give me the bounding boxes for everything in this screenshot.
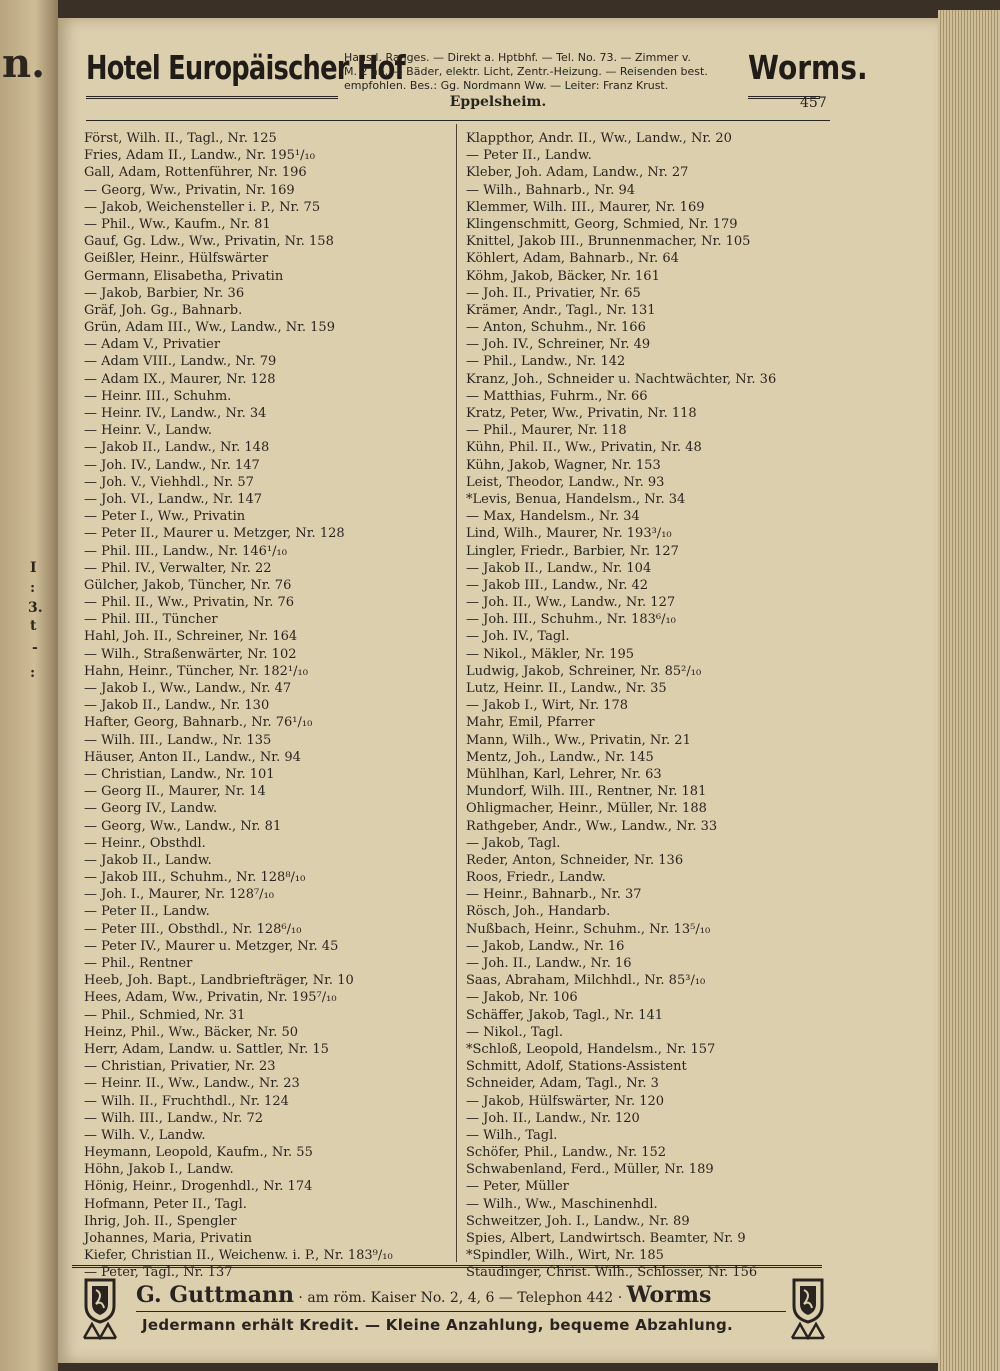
directory-entry: Ihrig, Joh. II., Spengler [84,1213,237,1229]
directory-entry: Geißler, Heinr., Hülfswärter [84,251,269,267]
directory-entry: Häuser, Anton II., Landw., Nr. 94 [84,749,301,765]
directory-entry: — Georg, Ww., Landw., Nr. 81 [84,818,282,834]
directory-entry: Köhm, Jakob, Bäcker, Nr. 161 [466,268,660,284]
directory-entry: Gräf, Joh. Gg., Bahnarb. [84,302,243,318]
directory-entry: — Peter III., Obsthdl., Nr. 128⁶/₁₀ [84,921,302,937]
hotel-info-line: Haus I. Ranges. — Direkt a. Hptbhf. — Tel. No. 73. — Zimmer v. [344,51,691,64]
directory-entry: Mahr, Emil, Pfarrer [466,715,595,731]
directory-entry: — Phil. III., Landw., Nr. 146¹/₁₀ [84,543,287,559]
directory-entry: Roos, Friedr., Landw. [466,870,606,886]
directory-entry: — Phil., Ww., Kaufm., Nr. 81 [84,216,271,232]
directory-entry: — Christian, Landw., Nr. 101 [84,766,275,782]
directory-entry: — Max, Handelsm., Nr. 34 [466,509,640,525]
directory-entry: — Joh. III., Schuhm., Nr. 183⁶/₁₀ [466,612,676,628]
prev-page-fragment: 3. [28,600,43,616]
directory-entry: Klingenschmitt, Georg, Schmied, Nr. 179 [466,216,738,232]
directory-entry: Spies, Albert, Landwirtsch. Beamter, Nr. 9 [466,1231,746,1246]
directory-entry: — Phil., Landw., Nr. 142 [466,354,626,370]
directory-entry: — Georg II., Maurer, Nr. 14 [84,784,266,800]
directory-entry: — Adam IX., Maurer, Nr. 128 [84,371,276,387]
directory-entry: Kühn, Jakob, Wagner, Nr. 153 [466,457,661,473]
directory-entry: — Wilh. III., Landw., Nr. 135 [84,732,272,748]
directory-entry: — Wilh., Tagl. [466,1127,558,1143]
directory-entry: — Matthias, Fuhrm., Nr. 66 [466,388,648,404]
directory-entry: Mühlhan, Karl, Lehrer, Nr. 63 [466,766,662,782]
advertisement [72,1265,822,1348]
directory-entry: — Peter II., Landw. [84,904,210,920]
directory-entry: — Phil. IV., Verwalter, Nr. 22 [84,560,272,576]
ad-divider [136,1311,786,1312]
shield-emblem-icon [82,1278,118,1340]
directory-entry: — Jakob I., Wirt, Nr. 178 [466,698,629,714]
directory-entry: — Joh. II., Privatier, Nr. 65 [466,285,641,301]
directory-entry: Heymann, Leopold, Kaufm., Nr. 55 [84,1145,313,1161]
prev-page-fragment: - [32,640,38,656]
directory-entry: Hahl, Joh. II., Schreiner, Nr. 164 [84,629,298,645]
prev-page-fragment: t [30,618,37,634]
directory-entry: — Wilh. III., Landw., Nr. 72 [84,1110,264,1126]
directory-entry: — Phil., Schmied, Nr. 31 [84,1007,246,1023]
directory-entry: Krämer, Andr., Tagl., Nr. 131 [466,302,656,318]
directory-entry: Först, Wilh. II., Tagl., Nr. 125 [84,131,277,146]
directory-entry: Knittel, Jakob III., Brunnenmacher, Nr. 105 [466,234,751,250]
directory-entry: — Georg, Ww., Privatin, Nr. 169 [84,182,295,198]
directory-entry: — Adam V., Privatier [84,337,221,353]
directory-entry: — Jakob I., Ww., Landw., Nr. 47 [84,681,292,696]
directory-entry: — Jakob, Hülfswärter, Nr. 120 [466,1093,665,1109]
directory-entry: — Heinr. V., Landw. [84,423,213,439]
directory-entry: — Jakob II., Landw., Nr. 130 [84,698,270,714]
directory-entry: — Phil. III., Tüncher [84,612,218,628]
directory-entry: — Heinr. III., Schuhm. [84,388,232,404]
directory-entry: — Phil., Rentner [84,956,193,971]
directory-entry: — Joh. IV., Tagl. [466,629,570,645]
directory-entry: — Wilh. II., Fruchthdl., Nr. 124 [84,1093,289,1109]
directory-entry: Kranz, Joh., Schneider u. Nachtwächter, Nr. 36 [466,371,777,387]
header-city: Worms. [748,48,868,87]
directory-entry: — Jakob, Landw., Nr. 16 [466,938,625,954]
hotel-info [344,51,744,93]
directory-entry: Mentz, Joh., Landw., Nr. 145 [466,749,654,765]
directory-entry: — Anton, Schuhm., Nr. 166 [466,320,646,336]
directory-entry: Ohligmacher, Heinr., Müller, Nr. 188 [466,801,707,817]
directory-entry: Mann, Wilh., Ww., Privatin, Nr. 21 [466,732,691,748]
directory-entry: — Jakob, Nr. 106 [466,990,578,1006]
hotel-name: Hotel Europäischer Hof [86,48,405,87]
directory-entry: — Joh. V., Viehhdl., Nr. 57 [84,474,254,490]
directory-entry: Schwabenland, Ferd., Müller, Nr. 189 [466,1162,714,1178]
directory-entry: Gall, Adam, Rottenführer, Nr. 196 [84,165,307,181]
directory-entry: — Heinr., Bahnarb., Nr. 37 [466,887,642,903]
directory-entry: *Levis, Benua, Handelsm., Nr. 34 [466,491,686,507]
left-column [84,130,454,1282]
directory-entry: Ludwig, Jakob, Schreiner, Nr. 85²/₁₀ [466,663,702,679]
directory-entry: — Jakob II., Landw., Nr. 148 [84,440,270,456]
directory-entry: Höhn, Jakob I., Landw. [84,1162,234,1178]
directory-entry: Gauf, Gg. Ldw., Ww., Privatin, Nr. 158 [84,234,334,250]
right-column [466,130,836,1282]
directory-entry: — Jakob, Weichensteller i. P., Nr. 75 [84,199,321,215]
directory-entry: Mundorf, Wilh. III., Rentner, Nr. 181 [466,784,707,800]
directory-entry: Schöfer, Phil., Landw., Nr. 152 [466,1145,667,1161]
place-heading: Eppelsheim. [449,94,547,110]
directory-entry: Schäffer, Jakob, Tagl., Nr. 141 [466,1007,664,1023]
directory-entry: Saas, Abraham, Milchhdl., Nr. 85³/₁₀ [466,973,706,989]
ad-address: am röm. Kaiser No. 2, 4, 6 — Telephon 442 [307,1290,614,1306]
directory-entry: Leist, Theodor, Landw., Nr. 93 [466,474,665,490]
directory-entry: — Peter IV., Maurer u. Metzger, Nr. 45 [84,938,339,954]
page-stack-edge [938,10,1000,1371]
directory-entry: — Joh. II., Landw., Nr. 16 [466,956,632,971]
directory-entry: — Christian, Privatier, Nr. 23 [84,1059,276,1075]
directory-entry: Hofmann, Peter II., Tagl. [84,1196,247,1212]
prev-page-fragment: I [30,560,37,576]
directory-entry: — Jakob, Tagl. [466,835,561,851]
column-divider [456,124,457,1262]
directory-entry: Heeb, Joh. Bapt., Landbriefträger, Nr. 10 [84,973,354,989]
directory-entry: Schmitt, Adolf, Stations-Assistent [466,1059,687,1075]
hotel-info-line: M. 2 an. — Bäder, elektr. Licht, Zentr.-Heizung. — Reisenden best. [344,65,708,78]
directory-entry: Schweitzer, Joh. I., Landw., Nr. 89 [466,1213,690,1229]
directory-entry: Kratz, Peter, Ww., Privatin, Nr. 118 [466,406,697,421]
prev-page-fragment: : [30,580,36,596]
page-number: 457 [800,95,827,111]
directory-entry: — Joh. IV., Schreiner, Nr. 49 [466,337,651,353]
directory-entry: — Wilh., Ww., Maschinenhdl. [466,1196,658,1212]
directory-entry: Hafter, Georg, Bahnarb., Nr. 76¹/₁₀ [84,715,313,731]
directory-page [58,18,938,1363]
directory-entry: Lind, Wilh., Maurer, Nr. 193³/₁₀ [466,526,672,542]
directory-entry: — Heinr., Obsthdl. [84,835,206,851]
directory-entry: Schneider, Adam, Tagl., Nr. 3 [466,1076,659,1092]
directory-entry: — Peter I., Ww., Privatin [84,509,246,525]
ad-slogan: Jedermann erhält Kredit. — Kleine Anzahlung, bequeme Abzahlung. [142,1316,734,1334]
directory-entry: — Jakob III., Landw., Nr. 42 [466,577,649,593]
previous-page-edge [0,0,58,1371]
directory-entry: Hahn, Heinr., Tüncher, Nr. 182¹/₁₀ [84,663,308,679]
directory-entry: Heinz, Phil., Ww., Bäcker, Nr. 50 [84,1024,299,1040]
directory-entry: — Peter, Tagl., Nr. 137 [84,1265,233,1281]
directory-entry: *Spindler, Wilh., Wirt, Nr. 185 [466,1248,664,1264]
directory-entry: — Jakob II., Landw. [84,852,212,868]
prev-page-fragment: n. [2,40,46,87]
directory-entry: Fries, Adam II., Landw., Nr. 195¹/₁₀ [84,148,315,164]
directory-entry: Lingler, Friedr., Barbier, Nr. 127 [466,543,679,559]
directory-entry: Kiefer, Christian II., Weichenw. i. P., Nr. 183⁹/₁₀ [84,1248,393,1264]
directory-entry: Johannes, Maria, Privatin [84,1231,252,1246]
ad-city: Worms [626,1282,712,1308]
directory-entry: Kleber, Joh. Adam, Landw., Nr. 27 [466,165,689,181]
directory-entry: — Jakob, Barbier, Nr. 36 [84,285,245,301]
directory-entry: Köhlert, Adam, Bahnarb., Nr. 64 [466,251,679,267]
directory-entry: — Peter, Müller [466,1179,569,1195]
directory-entry: — Adam VIII., Landw., Nr. 79 [84,354,277,370]
directory-entry: Rathgeber, Andr., Ww., Landw., Nr. 33 [466,818,718,834]
directory-entry: Hönig, Heinr., Drogenhdl., Nr. 174 [84,1179,313,1195]
directory-entry: Germann, Elisabetha, Privatin [84,268,284,284]
directory-entry: — Joh. II., Landw., Nr. 120 [466,1110,640,1126]
directory-entry: Klemmer, Wilh. III., Maurer, Nr. 169 [466,199,705,215]
directory-entry: Lutz, Heinr. II., Landw., Nr. 35 [466,681,667,696]
directory-entry: — Joh. VI., Landw., Nr. 147 [84,491,263,507]
directory-entry: — Heinr. IV., Landw., Nr. 34 [84,406,267,421]
shield-emblem-icon [790,1278,826,1340]
directory-entry: — Joh. II., Ww., Landw., Nr. 127 [466,595,676,611]
directory-entry: — Peter II., Maurer u. Metzger, Nr. 128 [84,526,345,542]
directory-entry: — Nikol., Tagl. [466,1024,563,1040]
ad-brand: G. Guttmann [136,1282,294,1308]
directory-entry: *Schloß, Leopold, Handelsm., Nr. 157 [466,1041,716,1057]
directory-entry: — Heinr. II., Ww., Landw., Nr. 23 [84,1076,300,1092]
prev-page-fragment: : [30,665,36,681]
directory-entry: — Wilh., Bahnarb., Nr. 94 [466,182,636,198]
directory-entry: Reder, Anton, Schneider, Nr. 136 [466,852,684,868]
directory-entry: Staudinger, Christ. Wilh., Schlosser, Nr. 156 [466,1265,758,1281]
directory-entry: — Joh. I., Maurer, Nr. 128⁷/₁₀ [84,887,274,903]
directory-entry: Hees, Adam, Ww., Privatin, Nr. 195⁷/₁₀ [84,990,337,1006]
directory-entry: Herr, Adam, Landw. u. Sattler, Nr. 15 [84,1041,329,1057]
directory-entry: Klappthor, Andr. II., Ww., Landw., Nr. 20 [466,131,732,146]
directory-entry: — Phil., Maurer, Nr. 118 [466,423,627,439]
directory-entry: Gülcher, Jakob, Tüncher, Nr. 76 [84,577,292,593]
directory-entry: Rösch, Joh., Handarb. [466,904,611,920]
hotel-info-line: empfohlen. Bes.: Gg. Nordmann Ww. — Leiter: Franz Krust. [344,79,669,92]
directory-entry: — Nikol., Mäkler, Nr. 195 [466,646,635,662]
directory-entry: — Phil. II., Ww., Privatin, Nr. 76 [84,595,295,611]
directory-entry: — Peter II., Landw. [466,148,592,164]
directory-entry: Grün, Adam III., Ww., Landw., Nr. 159 [84,320,335,336]
directory-entry: — Jakob II., Landw., Nr. 104 [466,560,652,576]
directory-entry: — Joh. IV., Landw., Nr. 147 [84,457,260,473]
directory-entry: — Wilh. V., Landw. [84,1127,206,1143]
directory-entry: — Wilh., Straßenwärter, Nr. 102 [84,646,297,662]
directory-entry: — Jakob III., Schuhm., Nr. 128⁸/₁₀ [84,870,306,886]
ad-headline: G. Guttmann · am röm. Kaiser No. 2, 4, 6 — Telephon 442 · Worms [136,1282,712,1308]
directory-entry: Kühn, Phil. II., Ww., Privatin, Nr. 48 [466,440,702,456]
header-divider [86,120,830,121]
directory-entry: Nußbach, Heinr., Schuhm., Nr. 13⁵/₁₀ [466,921,711,937]
directory-entry: — Georg IV., Landw. [84,801,218,817]
